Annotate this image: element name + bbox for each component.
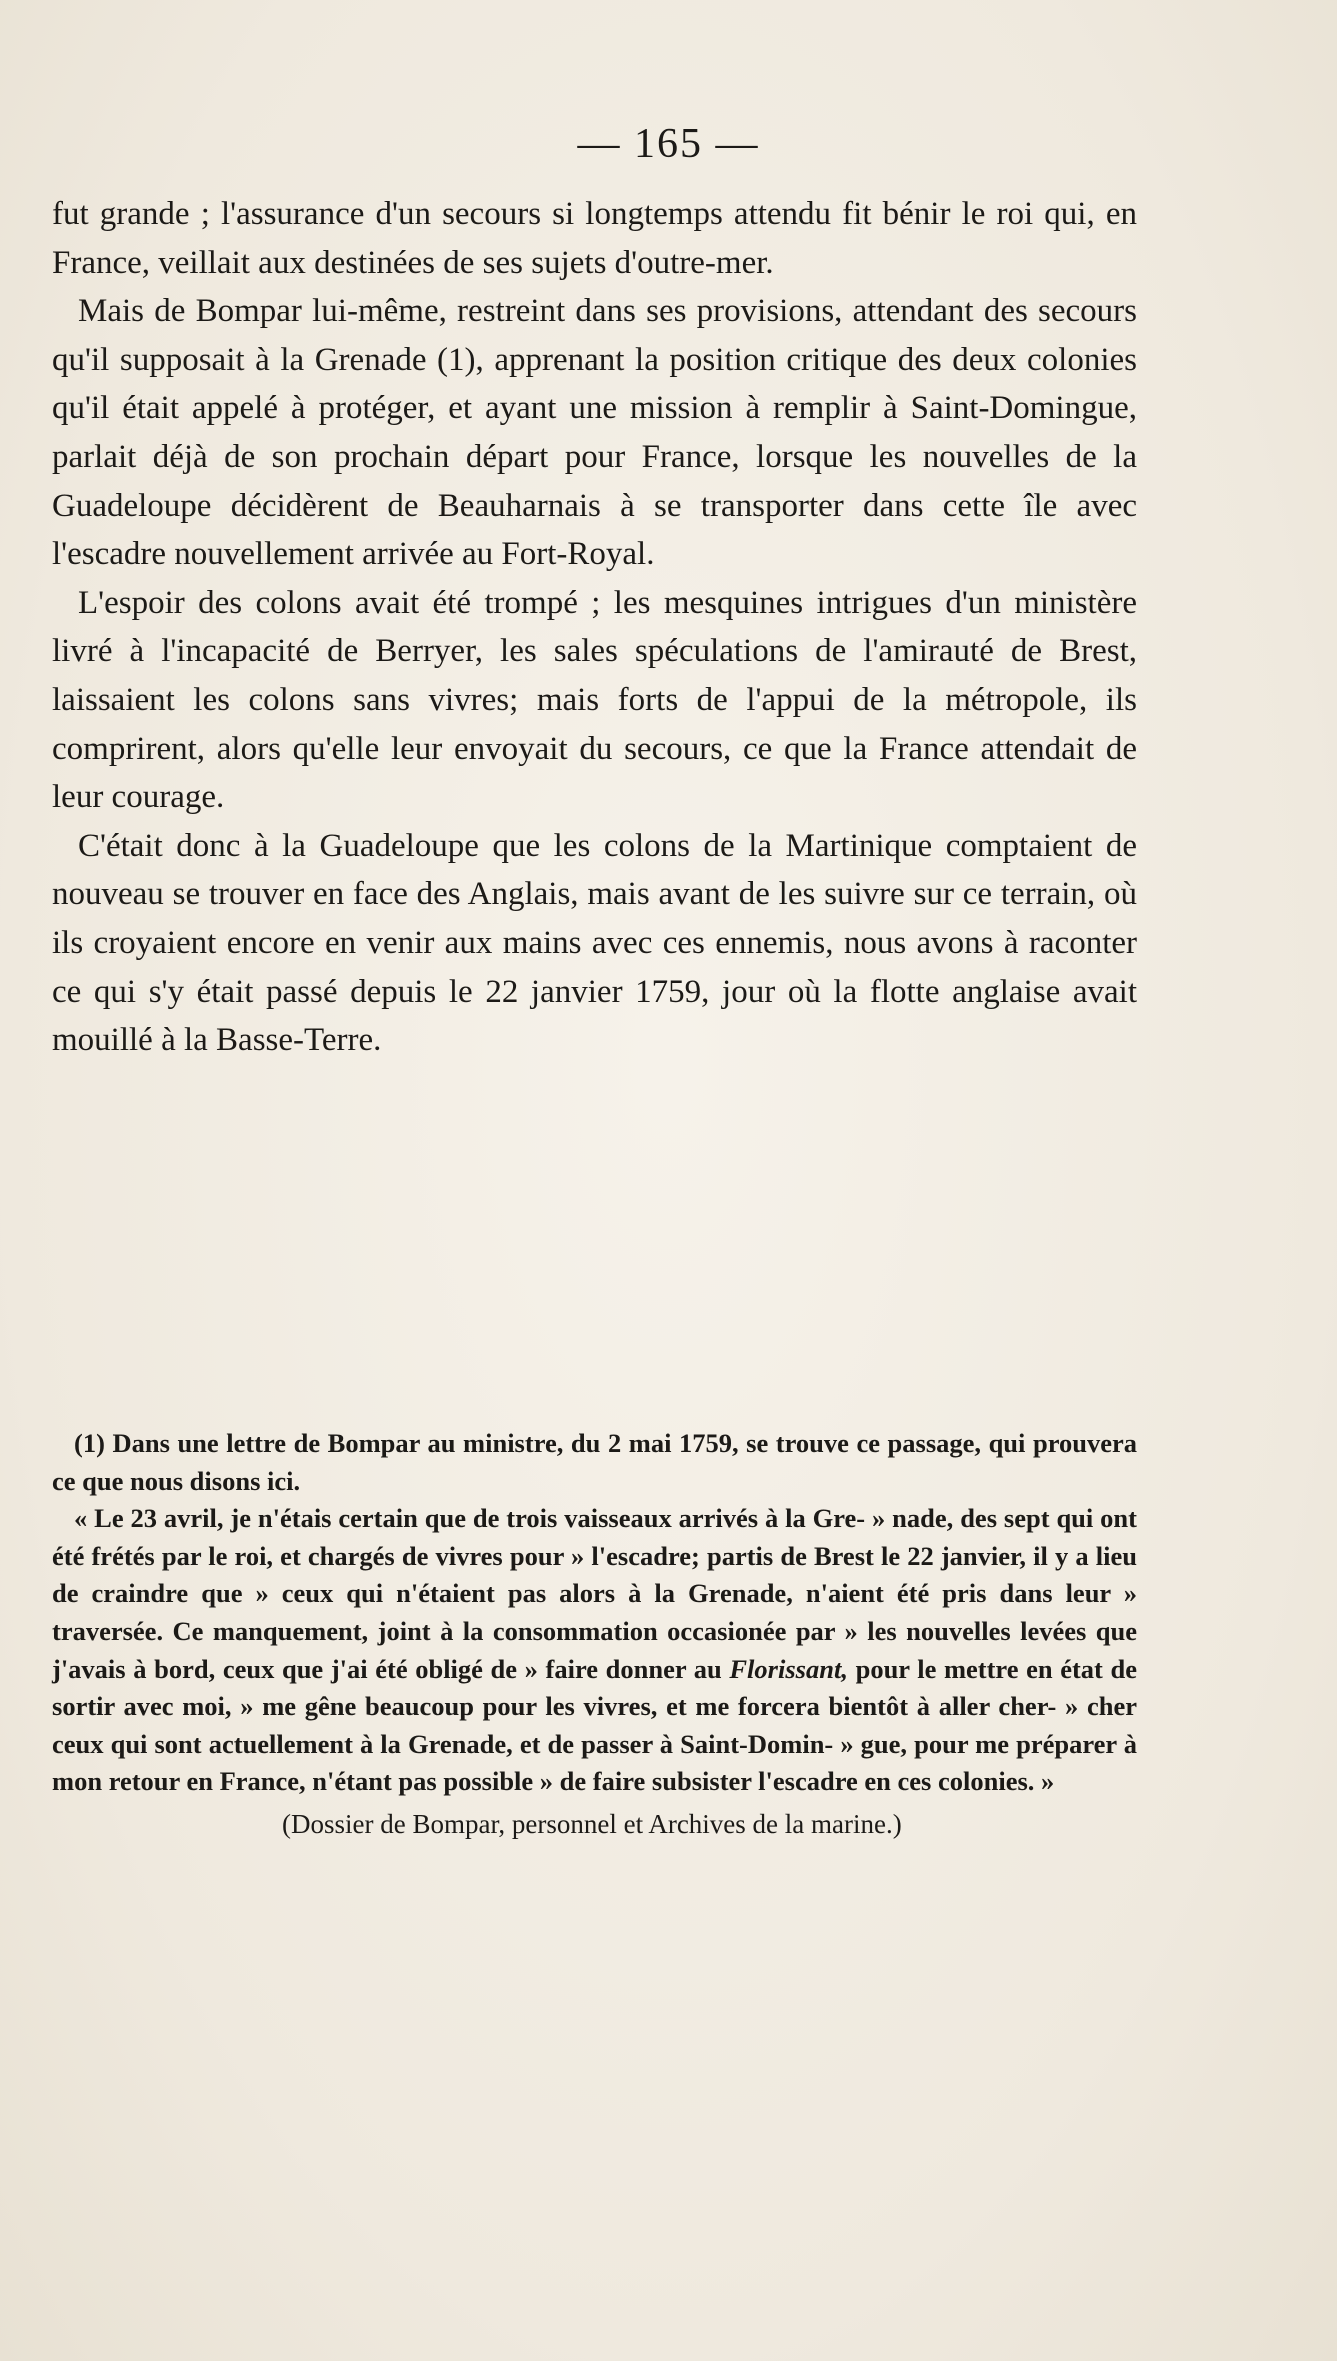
footnote xyxy=(52,1425,1137,1843)
footnote-quote-part-1: « Le 23 avril, je n'étais certain que de trois vaisseaux arrivés à la Gre- » nade, des sept qui ont été frétés par le roi, et chargés de vivres pour » l'escadre; partis de Brest le 22 janvier, il y a lieu de craindre que » ceux qui n'étaient pas alors à la Grenade, n'aient été pris dans leur » traversée. Ce manquement, joint à la consommation occasionée par » les nouvelles levées que j'avais à bord, ceux que j'ai été obligé de » faire donner au xyxy=(52,1503,1137,1684)
footnote-quote-part-2: pour le mettre en état de sortir avec moi, » me gêne beaucoup pour les vivres, et me forcera bientôt à aller cher- » cher ceux qui sont actuellement à la Grenade, et de passer à Saint-Domin- » gue, pour me préparer à mon retour en France, n'étant pas possible » de faire subsister l'escadre en ces colonies. » xyxy=(52,1653,1137,1797)
footnote-quote xyxy=(52,1500,1137,1801)
body-text xyxy=(52,190,1137,1065)
footnote-intro: (1) Dans une lettre de Bompar au ministre, du 2 mai 1759, se trouve ce passage, qui prouvera ce que nous disons ici. xyxy=(52,1428,1137,1496)
paragraph-2: Mais de Bompar lui-même, restreint dans ses provisions, attendant des secours qu'il supposait à la Grenade (1), apprenant la position critique des deux colonies qu'il était appelé à protéger, et ayant une mission à remplir à Saint-Domingue, parlait déjà de son prochain départ pour France, lorsque les nouvelles de la Guadeloupe décidèrent de Beauharnais à se transporter dans cette île avec l'escadre nouvellement arrivée au Fort-Royal. xyxy=(52,293,1137,573)
ship-name-florissant: Florissant, xyxy=(729,1653,848,1684)
page-number: — 165 — xyxy=(577,121,760,167)
paragraph-3: L'espoir des colons avait été trompé ; les mesquines intrigues d'un ministère livré à l'incapacité de Berryer, les sales spéculations de l'amirauté de Brest, laissaient les colons sans vivres; mais forts de l'appui de la métropole, ils comprirent, alors qu'elle leur envoyait du secours, ce que la France attendait de leur courage. xyxy=(52,584,1137,816)
paragraph-1: fut grande ; l'assurance d'un secours si longtemps attendu fit bénir le roi qui, en France, veillait aux destinées de ses sujets d'outre-mer. xyxy=(52,196,1137,281)
paragraph-4: C'était donc à la Guadeloupe que les colons de la Martinique comptaient de nouveau se trouver en face des Anglais, mais avant de les suivre sur ce terrain, où ils croyaient encore en venir aux mains avec ces ennemis, nous avons à raconter ce qui s'y était passé depuis le 22 janvier 1759, jour où la flotte anglaise avait mouillé à la Basse-Terre. xyxy=(52,827,1137,1059)
footnote-source: (Dossier de Bompar, personnel et Archives de la marine.) xyxy=(282,1808,902,1839)
